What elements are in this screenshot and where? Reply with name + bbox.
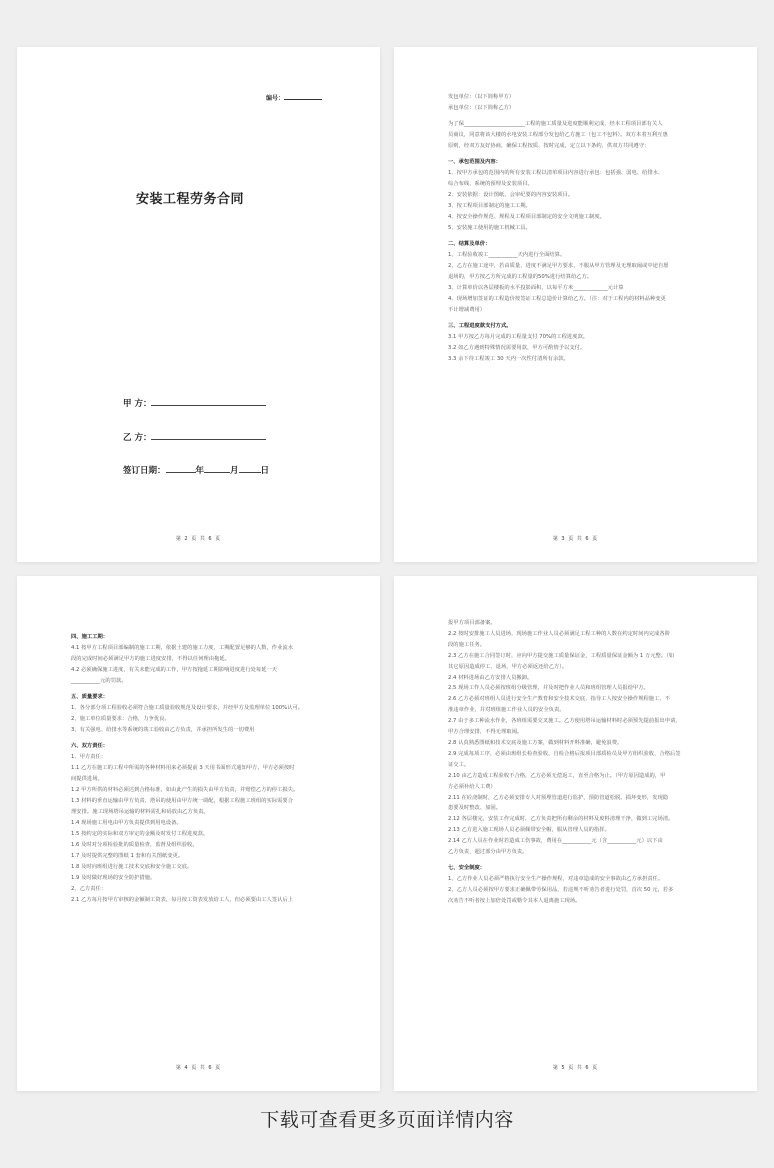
clause-line: 4.1 按甲方工程项目部编制的施工工期，依据土建的施工力度，工期配置足够的人数，作业流水 [71, 645, 293, 651]
clause-line: 2、安装依据：设计图纸、会审纪要的内容安装项目。 [448, 192, 574, 198]
section-heading: 五、质量要求： [71, 694, 109, 700]
download-more-banner[interactable]: 下载可查看更多页面详情内容 [260, 1109, 514, 1131]
clause-line: 3.3 余下待工程竣工 30 天内一次性付清所有余款。 [448, 356, 569, 362]
clause-line: 1.2 甲方所供的材料必须达到合格标准，如由此产生的损失由甲方负责，并赔偿乙方的停工损失。 [71, 787, 299, 793]
clause-line: 2.7 由于多工种流水作业，各班组需要交叉施工。乙方使用塔吊运输材料时必须预先提前报出申请， [448, 718, 681, 725]
clause-line: 2.4 材料进场由乙方安排人员搬卸。 [448, 674, 533, 681]
month-blank [204, 471, 230, 473]
serial-number-field [266, 93, 322, 102]
page-number: 第 2 页 共 6 页 [175, 536, 222, 542]
party-a-label: 甲 方： [123, 399, 152, 409]
year-label: 年 [195, 466, 205, 476]
clause-line: 2.5 现场工作人员必须按班组分级管理，并及时把作业人员和班组管理人员报给甲方。 [448, 685, 649, 692]
clause-line: 2.3 乙方在施工合同签订时，应向甲方提交施工质量保证金，工程质量保证金额为 1 万元整。（如 [448, 652, 675, 659]
clause-line: 1.9 及时做好现场的安全防护措施。 [71, 875, 156, 881]
clause-line: 2.1 乙方每月按甲方审核的金额制工资表，每月按工资表发放给工人，但必须要由工人签认后上 [71, 897, 293, 903]
party-a-blank [151, 404, 266, 406]
clause-line: 为了保_______________________工程的施工质量及进度能顺利完成，经本工程项目部有关人 [448, 121, 663, 127]
clause-line: 段的施工任务。 [448, 641, 486, 648]
clause-line: 3、有关强电、给排水等系统的竣工验收由乙方负责，并承担所发生的一切费用 [71, 727, 255, 733]
clause-line: 员商议，同意将该大楼的水电安装工程部分发包给乙方施工（包工不包料）。双方本着互利互惠 [448, 132, 668, 138]
clause-line: 段的完成时间必须满足甲方的施工进度安排，不得以任何理由拖延。 [71, 656, 230, 662]
clause-line: 4.2 必须确保施工进度，有关未能完成的工作，甲方按拖延工期影响进度进行处每延一天 [71, 667, 278, 673]
contract-page-3 [394, 47, 757, 562]
clause-line: 2.9 完成每项工序，必须由班组长检查验收，自检合格后报项目部质检员及甲方组织验收，合格后签 [448, 750, 681, 757]
clause-line: 2.13 乙方进入施工现场人员必须佩带安全帽，服从管理人员的指挥。 [448, 827, 610, 834]
party-b-label: 乙 方： [123, 433, 152, 443]
serial-label: 编号： [266, 95, 285, 102]
page-number: 第 3 页 共 6 页 [552, 536, 599, 542]
page-number: 第 5 页 共 6 页 [552, 1065, 599, 1071]
clause-line: 1.4 现场施工用电由甲方负责提供到用电设备。 [71, 820, 182, 826]
clause-line: 4、现场增加签证的工程造价按签证工程总造价计算给乙方。（注：对于工程内的材料品种变更 [448, 296, 666, 302]
section-heading: 二、结算及单价： [448, 241, 491, 247]
month-label: 月 [230, 466, 239, 476]
clause-line: 2、乙方在施工途中，若由质量、进度不满足甲方要求，不服从甲方管理及无理取闹或中途自愿 [448, 263, 669, 269]
day-label: 日 [260, 466, 270, 476]
section-heading: 一、承包范围及内容： [448, 159, 501, 165]
clause-line: 1、按甲方承包的范围内的所有安装工程以清单项目内容进行承包：包括强、弱电、给排水、 [448, 170, 664, 176]
contract-page-5 [394, 576, 757, 1091]
clause-line: 5、安装施工使用的施工机械工具。 [448, 225, 531, 231]
party-a-line [123, 397, 266, 409]
clause-line: 不计增减费用） [448, 307, 486, 313]
clause-line: 2.8 认真熟悉图纸和技术交底及施工方案，做到材料开料准确，避免浪费。 [448, 739, 623, 746]
party-b-blank [151, 438, 266, 440]
clause-line: 2.11 在砼浇制时，乙方必须安排专人对预埋管道进行监护，预防管道松脱、损坏变形，发现隐 [448, 794, 669, 801]
clause-line: 次劝告不听者按上加倍处罚或勒令其本人退离施工现场。 [448, 897, 581, 904]
clause-line: 2、乙方责任： [71, 886, 107, 892]
clause-line: 乙方负责，超过部分由甲方负责。 [448, 849, 528, 856]
clause-line: 1、工程验收竣工___________天内进行全面结算。 [448, 252, 566, 258]
clause-line: 1、各分部分项工程验收必须符合施工质量验收规范及设计要求，并经甲方及监理单位 100%认可。 [71, 705, 304, 711]
clause-line: 2.2 按时安排施工人员进场，现场施工作业人员必须满足工程工种的人数在约定时间内完成各阶 [448, 630, 670, 637]
clause-line: 1、甲方责任： [71, 754, 107, 760]
clause-line: 3.2 如乙方遇到特殊情况需要用款，甲方可酌情予以支付。 [448, 345, 586, 351]
clause-line: 发包单位：（以下简称甲方） [448, 94, 515, 100]
clause-line: 1.7 及时提供完整的图纸 1 套和有关图纸变更。 [71, 853, 184, 859]
clause-line: 2.6 乙方必须对班组人员进行安全生产教育和安全技术交底，指导工人按安全操作规程施工，不 [448, 696, 670, 703]
clause-line: 1.5 按约定的实际和双方审定的金额及时发付工程进度款。 [71, 831, 209, 837]
section-heading: 七、安全制度： [448, 864, 486, 871]
section-heading: 三、工程进度款支付方式。 [448, 323, 512, 329]
clause-line: 证交工。 [448, 761, 470, 768]
clause-line: 1、乙方作业人员必须严格执行安全生产操作规程，对违章造成的安全事故由乙方承担责任。 [448, 875, 664, 882]
clause-line: 2.14 乙方人员在作业时若造成工伤事故，费用在___________元（含___________元）以下由 [448, 838, 663, 845]
clause-line: 3、按工程项目部制定的施工工期。 [448, 203, 531, 209]
clause-line: 1.1 乙方在施工的工程中所需的各种材料用来必须提前 3 天用书面形式通知甲方，甲方必须按时 [71, 765, 295, 771]
page-number: 第 4 页 共 6 页 [175, 1065, 222, 1071]
clause-line: 4、按安全操作规范、规程及工程项目部制定的安全文明施工制度。 [448, 214, 605, 220]
clause-line: 理安排。施工现场塔吊运输的材料需扎和码放由乙方负责。 [71, 809, 209, 815]
sign-date-label: 签订日期： [123, 466, 166, 476]
section-heading: 六、双方责任： [71, 743, 109, 749]
clause-line: 原则，经双方友好协商，确保工程按质、按时完成，定立以下条约，供双方共同遵守： [448, 143, 650, 149]
clause-line: 方必须补给人工费） [448, 783, 496, 790]
page-body [448, 92, 717, 365]
clause-line: 甲方合理安排，不得无理取闹。 [448, 729, 523, 736]
clause-line: 间提供进场。 [71, 776, 103, 782]
serial-blank [284, 99, 322, 100]
clause-line: 承包单位：（以下简称乙方） [448, 105, 515, 111]
day-blank [239, 471, 261, 473]
clause-line: 3、计算单价以各层楼板的水平投影面积，以每平方米_____________元计算 [448, 285, 624, 291]
clause-line: 1.6 及时对分项检验批的质量检查，监督及组织验收。 [71, 842, 198, 848]
clause-line: 患要及时整改、加固。 [448, 805, 501, 812]
cover-page [17, 47, 380, 562]
party-b-line [123, 431, 266, 443]
page-body [448, 618, 717, 907]
clause-line: 1.8 及时向班组进行施工技术交底和安全施工交底。 [71, 864, 193, 870]
clause-line: 2.12 各层楼完，安装工作完成时，乙方负责把所有剩余的材料及废料清理干净，做到工完场清。 [448, 816, 674, 823]
clause-line: 报甲方项目部备案。 [448, 620, 496, 626]
clause-line: 其它原因造成停工、退场，甲方必须返还给乙方）。 [448, 663, 568, 670]
clause-line: 2、乙方人员必须按甲方要求正确佩带劳保用品，若违规不听劝告者进行处罚，首次 50 元，若多 [448, 886, 674, 893]
section-heading: 四、施工工期： [71, 634, 109, 640]
clause-line: 3.1 甲方按乙方每月完成的工程量支付 70%的工程进度款。 [448, 334, 589, 340]
clause-line: 2.10 由乙方造成工程验收不合格，乙方必须无偿返工，直至合格为止。（甲方原因造成的，甲 [448, 772, 666, 779]
clause-line: ___________元的罚款。 [71, 678, 127, 684]
contract-title: 安装工程劳务合同 [136, 192, 245, 207]
clause-line: 退场的，甲方按乙方所完成的工程量的50%进行结算给乙方。 [448, 274, 593, 280]
year-blank [166, 471, 196, 473]
sign-date-line [123, 464, 269, 476]
clause-line: 2、施工单位质量要求：合格，力争优良。 [71, 716, 170, 722]
clause-line: 综合布线、系统的预埋及安装项目。 [448, 181, 533, 187]
contract-page-4 [17, 576, 380, 1091]
page-body [71, 632, 340, 906]
clause-line: 准违章作业，并对班组施工作业人员的安全负责。 [448, 707, 565, 714]
clause-line: 1.3 材料的垂直运输由甲方负责，塔吊的使用由甲方统一调配，根据工程施工班组的实际需要合 [71, 798, 293, 804]
